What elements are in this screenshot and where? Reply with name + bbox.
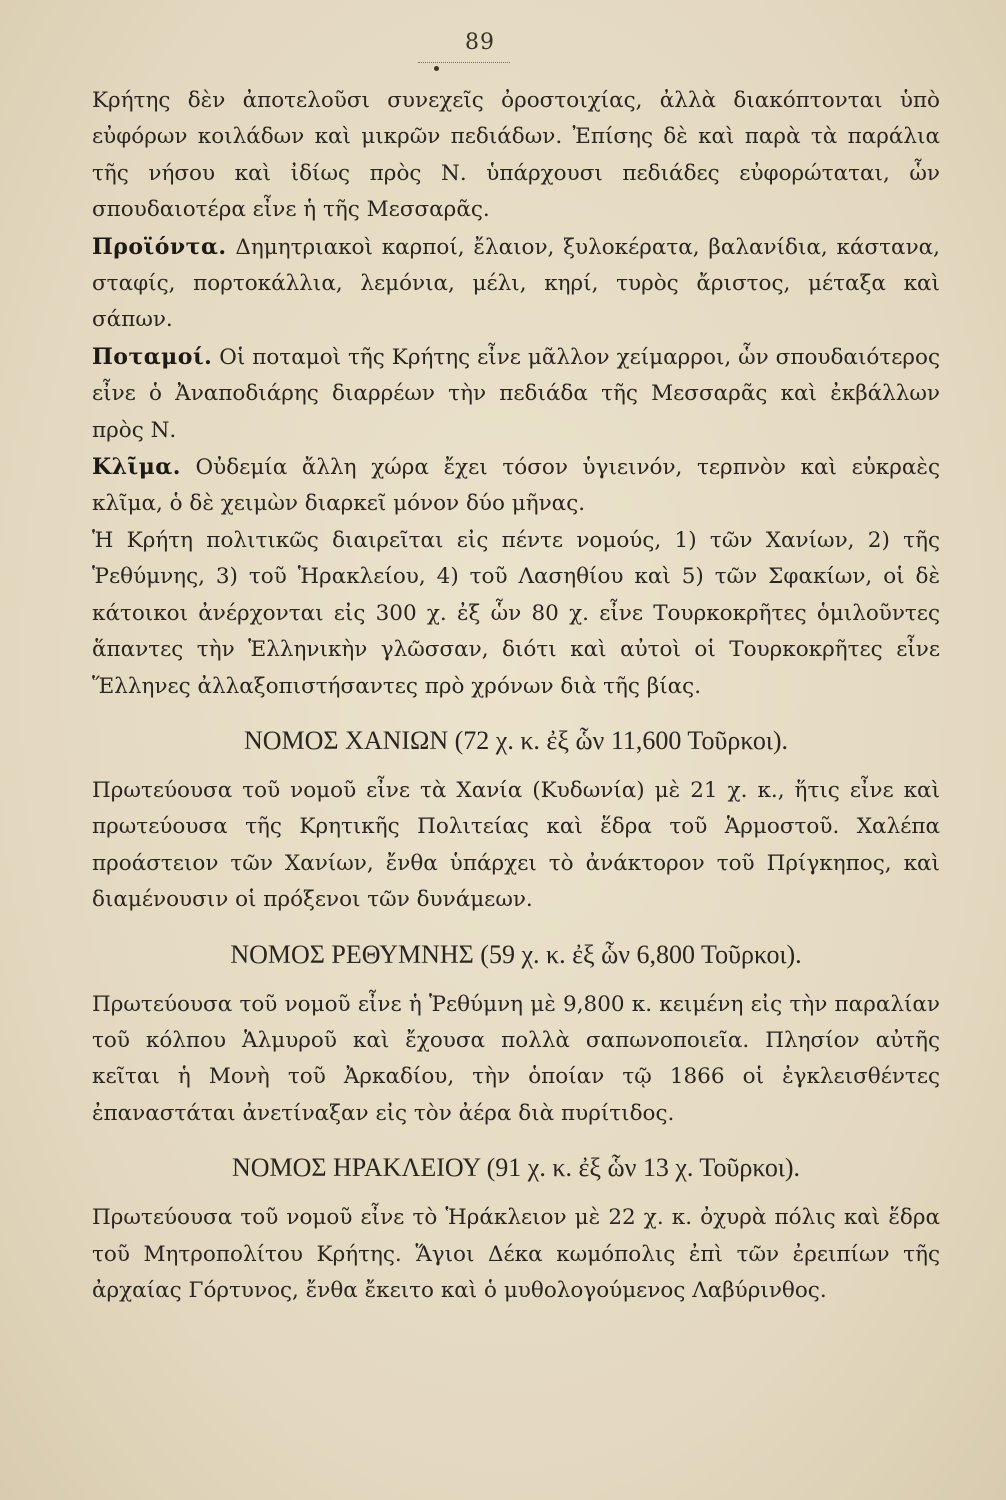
intro-paragraph: Κρήτης δὲν ἀποτελοῦσι συνεχεῖς ὀροστοιχίας, ἀλλὰ διακόπτονται ὑπὸ εὐφόρων κοιλάδων καὶ μικρῶν πεδιάδων. Ἐπίσης δὲ καὶ παρὰ τὰ παράλια τῆς νήσου καὶ ἰδίως πρὸς Ν. ὑπάρχουσι πεδιάδες εὐφορώταται, ὧν σπουδαιοτέρα εἶνε ἡ τῆς Μεσσαρᾶς. <box>92 88 940 223</box>
climate-paragraph <box>92 449 940 523</box>
rivers-text: Οἱ ποταμοὶ τῆς Κρήτης εἶνε μᾶλλον χείμαρροι, ὧν σπουδαιότερος εἶνε ὁ Ἀναποδιάρης διαρρέων τὴν πεδιάδα τῆς Μεσσαρᾶς καὶ ἐκβάλλων πρὸς Ν. <box>92 344 940 443</box>
products-lead: Προϊόντα. <box>92 233 227 260</box>
rivers-lead: Ποταμοί. <box>92 343 213 370</box>
climate-text: Οὐδεμία ἄλλη χώρα ἔχει τόσον ὑγιεινόν, τερπνὸν καὶ εὐκραὲς κλῖμα, ὁ δὲ χειμὼν διαρκεῖ μόνον δύο μῆνας. <box>92 455 940 517</box>
products-text: Δημητριακοὶ καρποί, ἔλαιον, ξυλοκέρατα, βαλανίδια, κάστανα, σταφίς, πορτοκάλλια, λεμόνια, μέλι, κηρί, τυρὸς ἄριστος, μέταξα καὶ σάπων. <box>92 234 940 333</box>
section-heading-rethymno: ΝΟΜΟΣ ΡΕΘΥΜΝΗΣ (59 χ. κ. ἐξ ὧν 6,800 Τοῦρκοι). <box>230 939 802 969</box>
page-number: 89 <box>465 30 495 55</box>
section-text-heraklion: Πρωτεύουσα τοῦ νομοῦ εἶνε τὸ Ἡράκλειον μὲ 22 χ. κ. ὀχυρὰ πόλις καὶ ἕδρα τοῦ Μητροπολίτου Κρήτης. Ἅγιοι Δέκα κωμόπολις ἐπὶ τῶν ἐρειπίων τῆς ἀρχαίας Γόρτυνος, ἔνθα ἔκειτο καὶ ὁ μυθολογούμενος Λαβύρινθος. <box>92 1205 940 1303</box>
divisions-paragraph: Ἡ Κρήτη πολιτικῶς διαιρεῖται εἰς πέντε νομούς, 1) τῶν Χανίων, 2) τῆς Ῥεθύμνης, 3) τοῦ Ἡρακλείου, 4) τοῦ Λασηθίου καὶ 5) τῶν Σφακίων, οἱ δὲ κάτοικοι ἀνέρχονται εἰς 300 χ. ἐξ ὧν 80 χ. εἶνε Τουρκοκρῆτες ὁμιλοῦντες ἅπαντες τὴν Ἑλληνικὴν γλῶσσαν, διότι καὶ αὐτοὶ οἱ Τουρκοκρῆτες εἶνε Ἕλληνες ἀλλαξοπιστήσαντες πρὸ χρόνων διὰ τῆς βίας. <box>92 527 940 699</box>
products-paragraph <box>92 229 940 339</box>
section-text-rethymno: Πρωτεύουσα τοῦ νομοῦ εἶνε ἡ Ῥεθύμνη μὲ 9,800 κ. κειμένη εἰς τὴν παραλίαν τοῦ κόλπου Ἁλμυροῦ καὶ ἔχουσα πολλὰ σαπωνοποιεῖα. Πλησίον αὐτῆς κεῖται ἡ Μονὴ τοῦ Ἀρκαδίου, τὴν ὁποίαν τῷ 1866 οἱ ἐγκλεισθέντες ἐπαναστάται ἀνετίναξαν εἰς τὸν ἀέρα διὰ πυρίτιδος. <box>92 991 940 1126</box>
header-ornament <box>434 66 439 71</box>
header-rule <box>418 62 510 63</box>
section-heading-heraklion: ΝΟΜΟΣ ΗΡΑΚΛΕΙΟΥ (91 χ. κ. ἐξ ὧν 13 χ. Τοῦρκοι). <box>231 1153 801 1183</box>
rivers-paragraph <box>92 339 940 449</box>
section-heading-chania: ΝΟΜΟΣ ΧΑΝΙΩΝ (72 χ. κ. ἐξ ὧν 11,600 Τοῦρκοι). <box>243 725 789 755</box>
climate-lead: Κλῖμα. <box>92 454 181 481</box>
page-body <box>92 83 940 1309</box>
section-text-chania: Πρωτεύουσα τοῦ νομοῦ εἶνε τὰ Χανία (Κυδωνία) μὲ 21 χ. κ., ἥτις εἶνε καὶ πρωτεύουσα τῆς Κρητικῆς Πολιτείας καὶ ἕδρα τοῦ Ἁρμοστοῦ. Χαλέπα προάστειον τῶν Χανίων, ἔνθα ὑπάρχει τὸ ἀνάκτορον τοῦ Πρίγκηπος, καὶ διαμένουσιν οἱ πρόξενοι τῶν δυνάμεων. <box>92 777 940 913</box>
